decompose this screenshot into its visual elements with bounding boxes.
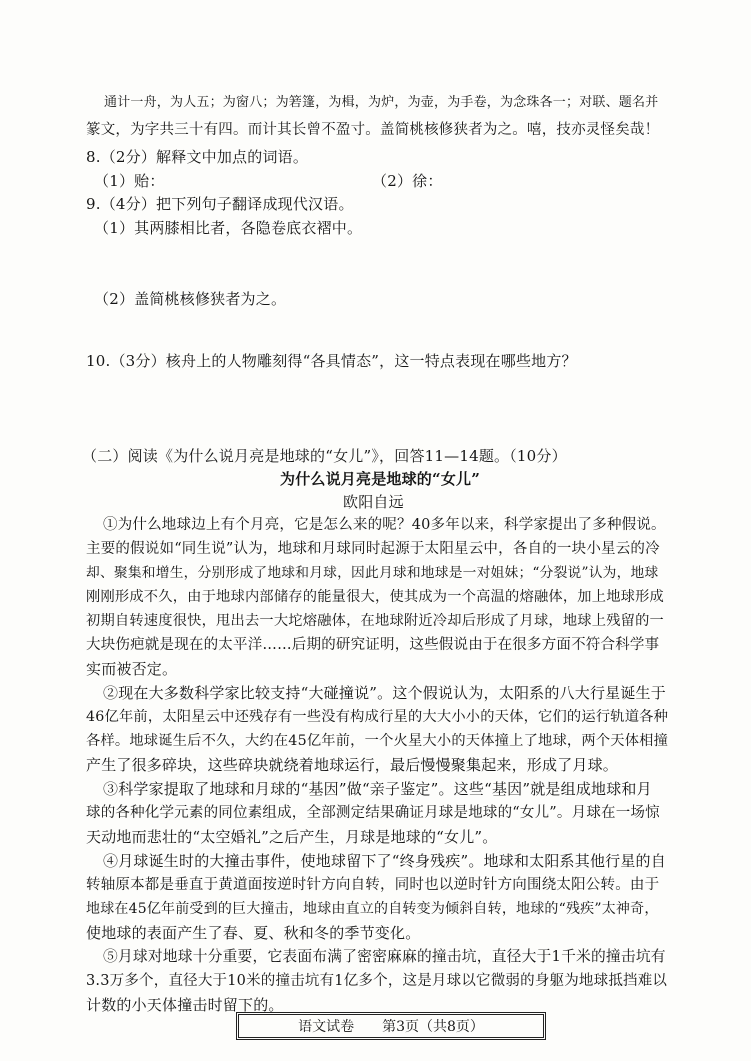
article-line: 转轴原本都是垂直于黄道面按逆时针方向自转，同时也以逆时针方向围绕太阳公转。由于 bbox=[86, 877, 660, 893]
article-line: 实而被否定。 bbox=[86, 660, 178, 678]
article-line: 刚刚形成不久，由于地球内部储存的能量很大，使其成为一个高温的熔融体，加上地球形成 bbox=[86, 589, 665, 605]
article-line: ⑤月球对地球十分重要，它表面布满了密密麻麻的撞击坑，直径大于1千米的撞击坑有 bbox=[103, 948, 666, 965]
article-line: 地球在45亿年前受到的巨大撞击，地球由直立的自转变为倾斜自转，地球的“残疾”太神奇， bbox=[86, 901, 659, 917]
question-8-stem: 8.（2分）解释文中加点的词语。 bbox=[86, 148, 309, 166]
question-9-stem: 9.（4分）把下列句子翻译成现代汉语。 bbox=[86, 195, 354, 213]
page-footer bbox=[236, 1012, 546, 1040]
article-line: 天动地而悲壮的“太空婚礼”之后产生，月球是地球的“女儿”。 bbox=[86, 828, 498, 846]
article-line: 大块伤疤就是现在的太平洋……后期的研究证明，这些假说由于在很多方面不符合科学事 bbox=[86, 637, 660, 653]
section-heading: （二）阅读《为什么说月亮是地球的“女儿”》，回答11—14题。（10分） bbox=[82, 447, 567, 465]
question-9-part2: （2）盖简桃核修狭者为之。 bbox=[94, 290, 287, 308]
question-10-stem: 10.（3分）核舟上的人物雕刻得“各具情态”，这一特点表现在哪些地方？ bbox=[86, 352, 577, 370]
article-author: 欧阳自远 bbox=[343, 493, 404, 511]
footer-subject: 语文试卷 bbox=[298, 1019, 355, 1035]
footer-page-number: 第3页（共8页） bbox=[382, 1019, 484, 1035]
article-line: 3.3万多个，直径大于10米的撞击坑有1亿多个，这是月球以它微弱的身躯为地球抵挡难以 bbox=[86, 973, 668, 989]
article-line: ①为什么地球边上有个月亮，它是怎么来的呢？40多年以来，科学家提出了多种假说。 bbox=[103, 517, 666, 533]
article-line: ③科学家提取了地球和月球的“基因”做“亲子鉴定”。这些“基因”就是组成地球和月 bbox=[103, 780, 652, 798]
passage-line: 篆文，为字共三十有四。而计其长曾不盈寸。盖简桃核修狭者为之。嘻，技亦灵怪矣哉！ bbox=[86, 122, 660, 138]
article-line: 使地球的表面产生了春、夏、秋和冬的季节变化。 bbox=[86, 924, 421, 942]
article-title: 为什么说月亮是地球的“女儿” bbox=[280, 470, 481, 488]
question-8-part2: （2）徐： bbox=[372, 172, 443, 190]
article-line: 计数的小天体撞击时留下的。 bbox=[86, 996, 284, 1014]
question-8-part1: （1）贻： bbox=[94, 172, 165, 190]
article-line: ②现在大多数科学家比较支持“大碰撞说”。这个假说认为，太阳系的八大行星诞生于 bbox=[103, 684, 666, 702]
article-line: 产生了很多碎块，这些碎块就绕着地球运行，最后慢慢聚集起来，形成了月球。 bbox=[86, 756, 619, 774]
article-line: 主要的假说如“同生说”认为，地球和月球同时起源于太阳星云中，各自的一块小星云的冷 bbox=[86, 541, 660, 557]
article-line: 各样。地球诞生后不久，大约在45亿年前，一个火星大小的天体撞上了地球，两个天体相撞 bbox=[86, 733, 669, 749]
passage-line: 通计一舟，为人五；为窗八；为箬篷，为楫，为炉，为壶，为手卷，为念珠各一；对联、题名并 bbox=[104, 95, 659, 110]
article-line: ④月球诞生时的大撞击事件，使地球留下了“终身残疾”。地球和太阳系其他行星的自 bbox=[103, 852, 666, 870]
article-line: 46亿年前，太阳星云中还残存有一些没有构成行星的大大小小的天体，它们的运行轨道各种 bbox=[86, 709, 669, 725]
article-line: 初期自转速度很快，甩出去一大坨熔融体，在地球附近冷却后形成了月球，地球上残留的一 bbox=[86, 613, 665, 629]
article-line: 球的各种化学元素的同位素组成，全部测定结果确证月球是地球的“女儿”。月球在一场惊 bbox=[86, 805, 660, 821]
article-line: 却、聚集和增生，分别形成了地球和月球，因此月球和地球是一对姐妹；“分裂说”认为，地球 bbox=[86, 565, 659, 581]
question-9-part1: （1）其两膝相比者，各隐卷底衣褶中。 bbox=[94, 219, 363, 237]
